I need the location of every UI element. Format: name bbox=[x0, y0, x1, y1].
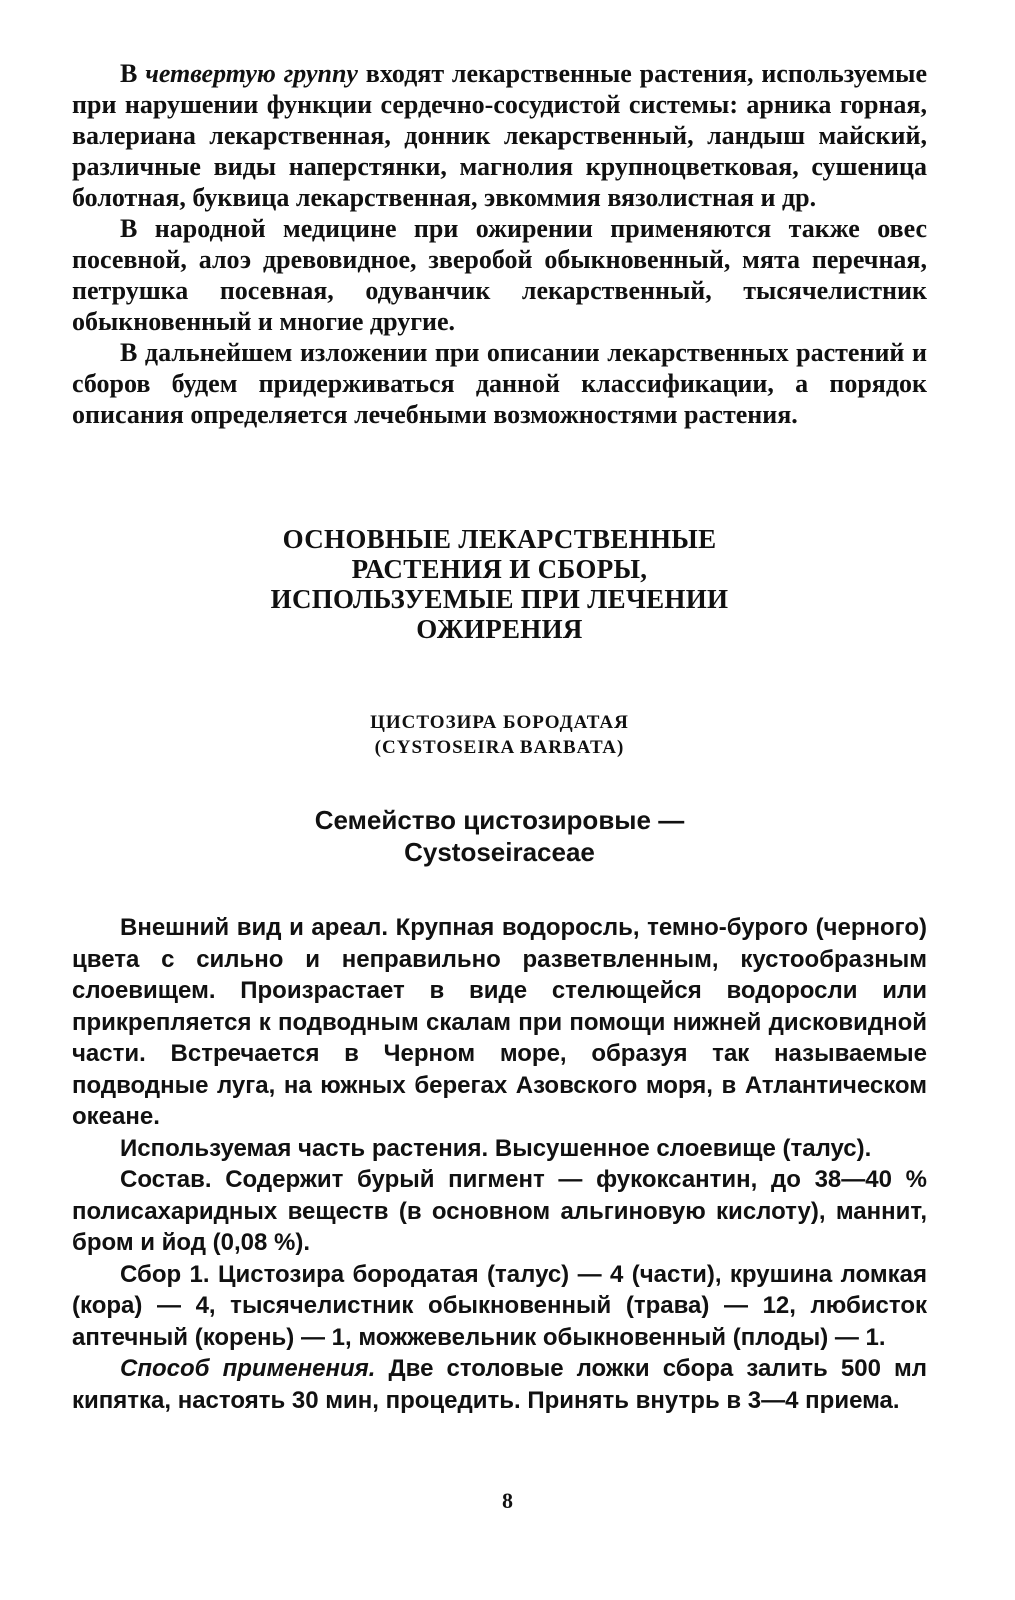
used-part-label: Используемая часть растения. bbox=[120, 1134, 489, 1162]
plant-name-heading bbox=[72, 710, 927, 760]
method-label: Способ применения. bbox=[120, 1355, 376, 1382]
section-title-line-3: ИСПОЛЬЗУЕМЫЕ ПРИ ЛЕЧЕНИИ bbox=[270, 584, 729, 614]
intro-paragraph-2: В народной медицине при ожирении применяются также овес посевной, алоэ древовидное, зверобой обыкновенный, мята перечная, петрушка посевная, одуванчик лекарственный, тысячелистник обыкновенный и многие другие. bbox=[72, 214, 927, 336]
plant-name-russian: ЦИСТОЗИРА БОРОДАТАЯ bbox=[370, 712, 629, 733]
composition-paragraph bbox=[72, 1164, 927, 1259]
collection-label: Сбор 1. bbox=[120, 1260, 210, 1288]
method-text: Две столовые ложки сбора залить 500 мл кипятка, настоять 30 мин, процедить. Принять внутрь в 3—4 приема. bbox=[72, 1355, 927, 1414]
intro-paragraph-1 bbox=[72, 58, 927, 213]
plant-name-latin: (CYSTOSEIRA BARBATA) bbox=[374, 737, 625, 758]
collection-paragraph bbox=[72, 1259, 927, 1354]
plant-family-heading bbox=[72, 804, 927, 868]
plant-description bbox=[72, 912, 927, 1416]
intro-section bbox=[72, 58, 927, 430]
intro-p1-italic: четвертую группу bbox=[145, 59, 358, 88]
intro-paragraph-3: В дальнейшем изложении при описании лекарственных растений и сборов будем придерживаться данной классификации, а порядок описания определяется лечебными возможностями растения. bbox=[72, 338, 927, 429]
collection-text: Цистозира бородатая (талус) — 4 (части), крушина ломкая (кора) — 4, тысячелистник обыкновенный (трава) — 12, любисток аптечный (корень) — 1, можжевельник обыкновенный (плоды) — 1. bbox=[72, 1260, 927, 1351]
page-content bbox=[72, 58, 927, 1416]
appearance-text: Крупная водоросль, темно-бурого (черного) цвета с сильно и неправильно разветвленным, кустообразным слоевищем. Произрастает в виде стелющейся водоросли или прикрепляется к подводным скалам при помощи нижней дисковидной части. Встречается в Черном море, образуя так называемые подводные луга, на южных берегах Азовского моря, в Атлантическом океане. bbox=[72, 914, 927, 1130]
composition-text: Содержит бурый пигмент — фукоксантин, до 38—40 % полисахаридных веществ (в основном альгиновую кислоту), маннит, бром и йод (0,08 %). bbox=[72, 1166, 927, 1256]
intro-p1-start: В bbox=[120, 59, 146, 88]
section-title-line-2: РАСТЕНИЯ И СБОРЫ, bbox=[351, 554, 648, 584]
page-number: 8 bbox=[502, 1488, 513, 1513]
section-title bbox=[72, 524, 927, 644]
used-part-text: Высушенное слоевище (талус). bbox=[488, 1134, 872, 1162]
appearance-label: Внешний вид и ареал. bbox=[120, 914, 389, 941]
section-title-line-1: ОСНОВНЫЕ ЛЕКАРСТВЕННЫЕ bbox=[282, 524, 717, 554]
used-part-paragraph bbox=[72, 1133, 927, 1165]
method-paragraph bbox=[72, 1353, 927, 1416]
appearance-paragraph bbox=[72, 912, 927, 1133]
plant-family-line-1: Семейство цистозировые — bbox=[314, 805, 685, 835]
intro-p1-rest: входят лекарственные растения, используемые при нарушении функции сердечно-сосудистой системы: арника горная, валериана лекарственная, донник лекарственный, ландыш майский, различные виды наперстянки, магнолия крупноцветковая, сушеница болотная, буквица лекарственная, эвкоммия вязолистная и др. bbox=[72, 59, 928, 212]
plant-family-line-2: Cystoseiraceae bbox=[404, 837, 595, 867]
section-title-line-4: ОЖИРЕНИЯ bbox=[416, 614, 583, 644]
composition-label: Состав. bbox=[120, 1166, 212, 1193]
